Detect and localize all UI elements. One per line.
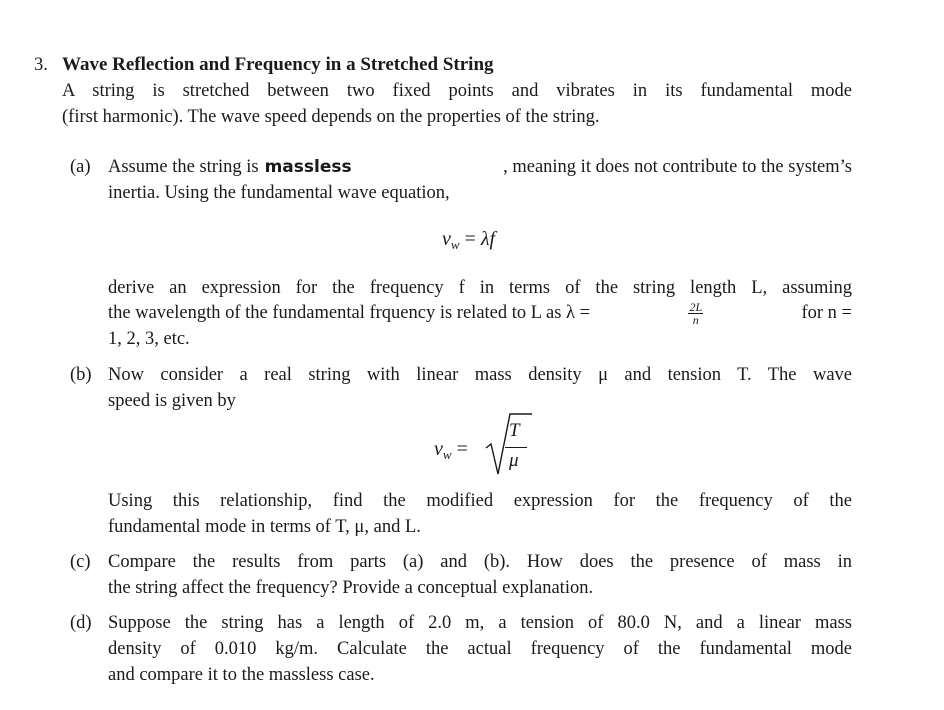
problem-number: 3.	[34, 55, 48, 75]
part-a-label: (a)	[70, 157, 91, 177]
part-a-line-3: derive an expression for the frequency f in terms of the string length L, assuming	[108, 278, 852, 298]
fraction-numerator: 2L	[689, 299, 703, 314]
part-a-line-1-post: , meaning it does not contribute to the system’s	[503, 157, 852, 177]
part-a-line-1-pre: Assume the string is	[108, 157, 259, 177]
part-a-line-5: 1, 2, 3, etc.	[108, 329, 190, 349]
equation-sqrt-lhs: $v_w$ =	[434, 438, 468, 462]
part-d-line-3: and compare it to the massless case.	[108, 665, 375, 685]
part-a-line-2: inertia. Using the fundamental wave equation,	[108, 183, 450, 203]
part-d-line-1: Suppose the string has a length of 2.0 m, a tension of 80.0 N, and a linear mass	[108, 613, 852, 633]
part-c-line-2: the string affect the frequency? Provide a conceptual explanation.	[108, 578, 594, 598]
fraction-2L-over-n	[688, 301, 703, 326]
sqrt-fraction-bar	[505, 447, 527, 448]
sqrt-denominator: μ	[509, 450, 519, 471]
part-c-line-1: Compare the results from parts (a) and (b). How does the presence of mass in	[108, 552, 852, 572]
problem-intro-line-2: (first harmonic). The wave speed depends on the properties of the string.	[62, 107, 600, 127]
part-a-line-4-post: for n =	[801, 303, 852, 323]
part-b-line-4: fundamental mode in terms of T, μ, and L.	[108, 517, 421, 537]
part-a-line-1	[108, 154, 852, 180]
equation-wave-speed: $v_w = \lambda f$	[442, 228, 496, 252]
part-b-label: (b)	[70, 365, 92, 385]
part-b-line-2: speed is given by	[108, 391, 236, 411]
part-a-line-4	[108, 300, 852, 326]
part-c-label: (c)	[70, 552, 91, 572]
part-a-line-4-pre: the wavelength of the fundamental frquency is related to L as λ =	[108, 303, 591, 323]
part-d-label: (d)	[70, 613, 92, 633]
part-b-line-1: Now consider a real string with linear mass density μ and tension T. The wave	[108, 365, 852, 385]
problem-title: Wave Reflection and Frequency in a Stretched String	[62, 54, 494, 75]
part-a-massless: massless	[264, 157, 352, 177]
fraction-denominator: n	[692, 312, 699, 327]
part-d-line-2: density of 0.010 kg/m. Calculate the actual frequency of the fundamental mode	[108, 639, 852, 659]
problem-intro-line-1: A string is stretched between two fixed points and vibrates in its fundamental mode	[62, 81, 852, 101]
sqrt-numerator: T	[509, 420, 520, 441]
part-b-line-3: Using this relationship, find the modified expression for the frequency of the	[108, 491, 852, 511]
